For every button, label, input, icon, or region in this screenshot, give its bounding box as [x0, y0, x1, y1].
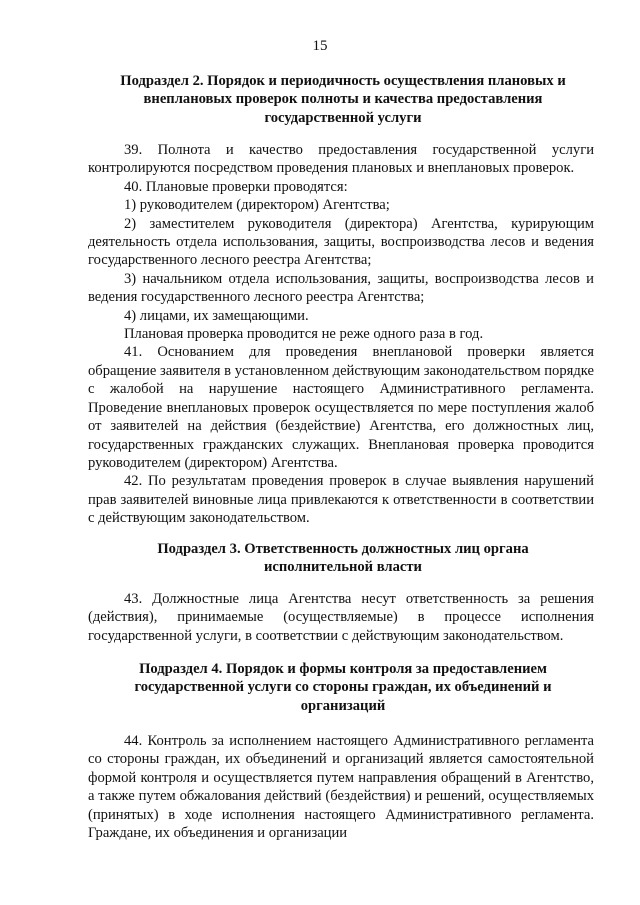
subsection-4-heading: Подраздел 4. Порядок и формы контроля за предоставлением государственной услуги со стороны граждан, их объединений и организаций — [134, 661, 552, 714]
list-item-4: 4) лицами, их замещающими. — [124, 307, 309, 324]
subsection-2-body — [88, 141, 594, 528]
page-number: 15 — [312, 38, 328, 54]
subsection-3-heading-block — [138, 540, 548, 577]
paragraph-planned-frequency: Плановая проверка проводится не реже одного раза в год. — [124, 326, 484, 343]
subsection-3-heading: Подраздел 3. Ответственность должностных лиц органа исполнительной власти — [157, 541, 529, 576]
subsection-2-heading-block — [118, 72, 568, 127]
list-item-1: 1) руководителем (директором) Агентства; — [124, 197, 390, 214]
paragraph-40: 40. Плановые проверки проводятся: — [124, 178, 348, 195]
subsection-4-heading-block — [110, 660, 576, 715]
paragraph-42: 42. По результатам проведения проверок в случае выявления нарушений прав заявителей виновные лица привлекаются к ответственности в соответствии с действующим законодательством. — [88, 473, 594, 527]
subsection-2-heading: Подраздел 2. Порядок и периодичность осуществления плановых и внеплановых проверок полноты и качества предоставления государственной услуги — [120, 73, 566, 126]
paragraph-44: 44. Контроль за исполнением настоящего Административного регламента со стороны граждан, их объединений и организаций является самостоятельной формой контроля и осуществляется путем направления обращений в Агентство, а также путем обжалования действий (бездействия) и решений, осуществляемых (принятых) в ходе исполнения настоящего Административного регламента. Граждане, их объединения и организации — [88, 733, 594, 842]
paragraph-43: 43. Должностные лица Агентства несут ответственность за решения (действия), принимаемые (осуществляемые) в процессе исполнения государственной услуги, в соответствии с действующим законодательством. — [88, 591, 594, 644]
paragraph-39: 39. Полнота и качество предоставления государственной услуги контролируются посредством проведения плановых и внеплановых проверок. — [88, 142, 594, 177]
list-item-2: 2) заместителем руководителя (директора) Агентства, курирующим деятельность отдела использования, защиты, воспроизводства лесов и ведения государственного лесного реестра Агентства; — [88, 215, 594, 269]
subsection-3-body — [88, 590, 594, 645]
list-item-3: 3) начальником отдела использования, защиты, воспроизводства лесов и ведения государственного лесного реестра Агентства; — [88, 270, 594, 306]
paragraph-41: 41. Основанием для проведения внеплановой проверки является обращение заявителя в установленном действующим законодательством порядке с жалобой на нарушение настоящего Административного регламента. Проведение внеплановых проверок осуществляется по мере поступления жалоб от заявителей на действия (бездействие) Агентства, его должностных лиц, государственных гражданских служащих. Внеплановая проверка проводится руководителем (директором) Агентства. — [88, 344, 594, 471]
subsection-4-body — [88, 732, 594, 842]
